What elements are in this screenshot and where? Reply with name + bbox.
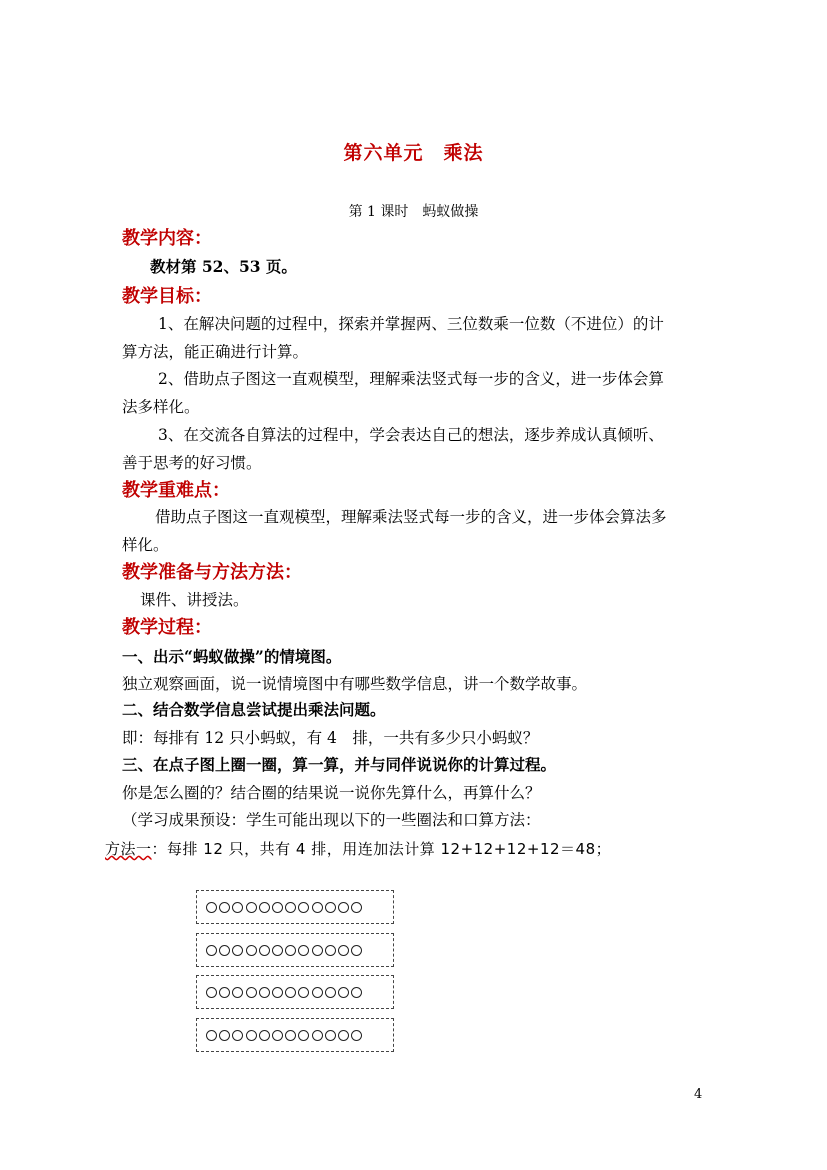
dot-circle [325,1030,336,1041]
dot-circle [206,987,217,998]
dot-circle [325,987,336,998]
dot-circle [259,1030,270,1041]
dot-circle [232,945,243,956]
dot-circle [298,987,309,998]
step-3-text-1: 你是怎么圈的？结合圈的结果说一说你先算什么，再算什么？ [122,784,541,802]
dot-circle [312,1030,323,1041]
dot-circle [246,902,257,913]
dot-circle [219,945,230,956]
dot-circle [272,987,283,998]
lesson-subtitle: 第 1 课时 蚂蚁做操 [348,204,479,220]
method-one-label: 方法一 [105,840,152,858]
dot-circle [351,945,362,956]
dot-circle [219,987,230,998]
goal-3-line-2: 善于思考的好习惯。 [122,454,262,472]
dot-circle [285,945,296,956]
dot-circle [325,902,336,913]
dot-circle [206,1030,217,1041]
preparation-text: 课件、讲授法。 [140,591,249,609]
dot-circle [246,1030,257,1041]
dot-circle [246,987,257,998]
dot-circle [259,902,270,913]
content-text: 教材第 52、53 页。 [150,257,297,276]
dot-circle [338,1030,349,1041]
dot-row-box [196,1018,394,1052]
dot-circle [351,1030,362,1041]
step-2-text: 即：每排有 12 只小蚂蚁，有 4 排，一共有多少只小蚂蚁？ [122,729,539,747]
goals-heading: 教学目标： [122,286,212,307]
goal-2-line-1: 2、借助点子图这一直观模型，理解乘法竖式每一步的含义，进一步体会算 [158,370,664,388]
dot-circle [272,1030,283,1041]
dot-circle [298,902,309,913]
dot-circle [232,902,243,913]
dot-circle [272,902,283,913]
content-heading: 教学内容： [122,228,212,249]
method-one-text: ：每排 12 只，共有 4 排，用连加法计算 12+12+12+12＝48； [151,840,612,858]
key-points-heading: 教学重难点： [122,480,230,501]
dot-circle [338,902,349,913]
preparation-heading: 教学准备与方法方法： [122,562,302,583]
step-1-text: 独立观察画面，说一说情境图中有哪些数学信息，讲一个数学故事。 [122,675,588,693]
key-points-line-1: 借助点子图这一直观模型，理解乘法竖式每一步的含义，进一步体会算法多 [155,508,667,526]
dot-row-box [196,890,394,924]
dot-circle [285,987,296,998]
dot-circle [219,1030,230,1041]
dot-circle [272,945,283,956]
dot-circle [259,987,270,998]
dot-circle [312,987,323,998]
step-3-text-2: （学习成果预设：学生可能出现以下的一些圈法和口算方法： [122,811,541,829]
dot-circle [312,945,323,956]
dot-row-box [196,933,394,967]
dot-circle [312,902,323,913]
step-2-heading: 二、结合数学信息尝试提出乘法问题。 [122,700,386,719]
dot-circle [232,987,243,998]
dot-circle [338,945,349,956]
goal-1-line-2: 算方法，能正确进行计算。 [122,343,309,361]
key-points-line-2: 样化。 [122,536,169,554]
dot-circle [325,945,336,956]
dot-circle [298,1030,309,1041]
goal-2-line-2: 法多样化。 [122,398,200,416]
method-one-line [105,838,611,859]
dot-circle [259,945,270,956]
dot-circle [206,902,217,913]
goal-3-line-1: 3、在交流各自算法的过程中，学会表达自己的想法，逐步养成认真倾听、 [158,426,664,444]
dot-circle [285,902,296,913]
dot-circle [246,945,257,956]
dot-row-box [196,975,394,1009]
dot-circle [338,987,349,998]
dot-circle [298,945,309,956]
goal-1-line-1: 1、在解决问题的过程中，探索并掌握两、三位数乘一位数（不进位）的计 [158,315,664,333]
dot-circle [232,1030,243,1041]
page-number: 4 [694,1087,703,1102]
dot-circle [206,945,217,956]
step-1-heading: 一、出示“蚂蚁做操”的情境图。 [122,647,342,666]
dot-circle [285,1030,296,1041]
dot-circle [351,987,362,998]
step-3-heading: 三、在点子图上圈一圈，算一算，并与同伴说说你的计算过程。 [122,755,557,774]
process-heading: 教学过程： [122,617,212,638]
dot-circle [219,902,230,913]
dot-circle [351,902,362,913]
page-title: 第六单元 乘法 [343,142,484,164]
